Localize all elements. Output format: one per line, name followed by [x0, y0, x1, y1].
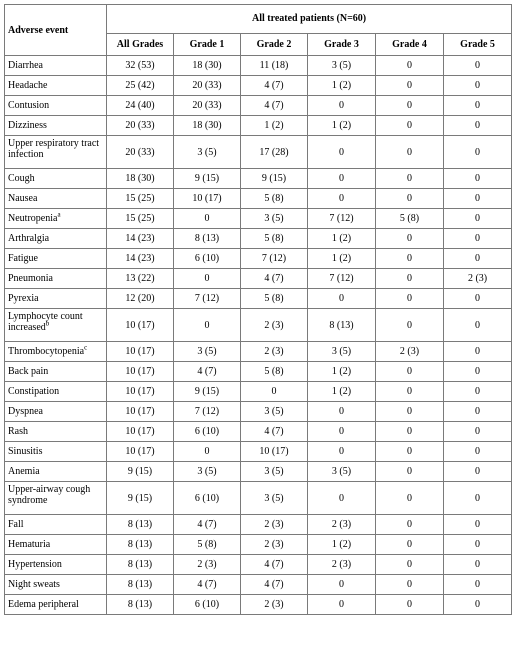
table-cell: 9 (15) [107, 482, 174, 515]
table-cell: 3 (5) [174, 342, 241, 362]
table-cell: 2 (3) [241, 535, 308, 555]
table-cell: 2 (3) [241, 515, 308, 535]
table-cell: 1 (2) [308, 362, 376, 382]
table-row [5, 189, 512, 209]
table-row [5, 342, 512, 362]
adverse-events-body [5, 56, 512, 615]
table-cell: 11 (18) [241, 56, 308, 76]
adverse-events-table [4, 4, 512, 615]
table-row [5, 96, 512, 116]
table-row [5, 595, 512, 615]
adverse-event-name [5, 402, 107, 422]
table-row [5, 362, 512, 382]
grade-header-5: Grade 5 [444, 33, 512, 55]
event-label: Edema peripheral [8, 599, 79, 610]
event-label: Back pain [8, 366, 49, 377]
table-cell: 0 [174, 269, 241, 289]
table-cell: 0 [376, 535, 444, 555]
table-cell: 10 (17) [107, 362, 174, 382]
table-cell: 3 (5) [308, 462, 376, 482]
table-row [5, 462, 512, 482]
table-cell: 0 [376, 442, 444, 462]
table-cell: 0 [308, 482, 376, 515]
table-cell: 0 [376, 136, 444, 169]
table-cell: 0 [444, 289, 512, 309]
adverse-event-name [5, 442, 107, 462]
table-cell: 0 [308, 136, 376, 169]
table-cell: 20 (33) [107, 136, 174, 169]
table-cell: 1 (2) [308, 116, 376, 136]
table-cell: 0 [444, 402, 512, 422]
adverse-event-name [5, 56, 107, 76]
table-cell: 0 [444, 575, 512, 595]
table-cell: 7 (12) [308, 209, 376, 229]
table-cell: 2 (3) [308, 515, 376, 535]
table-cell: 6 (10) [174, 595, 241, 615]
table-cell: 0 [376, 382, 444, 402]
adverse-event-name [5, 96, 107, 116]
table-cell: 32 (53) [107, 56, 174, 76]
table-cell: 10 (17) [107, 402, 174, 422]
table-row [5, 402, 512, 422]
table-cell: 10 (17) [174, 189, 241, 209]
adverse-event-name [5, 309, 107, 342]
event-label: Hematuria [8, 539, 51, 550]
table-cell: 0 [444, 555, 512, 575]
table-row [5, 169, 512, 189]
table-cell: 3 (5) [308, 342, 376, 362]
table-cell: 0 [444, 96, 512, 116]
event-label: Dyspnea [8, 406, 43, 417]
event-label: Contusion [8, 100, 50, 111]
event-label: Diarrhea [8, 60, 43, 71]
adverse-event-name [5, 555, 107, 575]
table-cell: 7 (12) [174, 402, 241, 422]
table-row [5, 535, 512, 555]
footnote-marker: a [57, 210, 61, 219]
table-cell: 8 (13) [107, 555, 174, 575]
adverse-event-name [5, 249, 107, 269]
grade-header-4: Grade 4 [376, 33, 444, 55]
grade-header-all: All Grades [107, 33, 174, 55]
event-label: Cough [8, 173, 35, 184]
adverse-event-column-header: Adverse event [5, 5, 107, 56]
table-cell: 14 (23) [107, 229, 174, 249]
table-row [5, 575, 512, 595]
table-cell: 5 (8) [241, 229, 308, 249]
table-cell: 1 (2) [308, 249, 376, 269]
adverse-event-name [5, 189, 107, 209]
table-cell: 0 [444, 382, 512, 402]
table-cell: 0 [444, 249, 512, 269]
event-label: Night sweats [8, 579, 60, 590]
table-cell: 0 [376, 269, 444, 289]
table-cell: 0 [241, 382, 308, 402]
table-cell: 0 [444, 342, 512, 362]
table-row [5, 442, 512, 462]
adverse-event-name [5, 595, 107, 615]
adverse-event-name [5, 575, 107, 595]
table-cell: 1 (2) [308, 382, 376, 402]
table-cell: 4 (7) [241, 555, 308, 575]
table-cell: 0 [376, 402, 444, 422]
table-cell: 0 [308, 442, 376, 462]
all-treated-patients-header: All treated patients (N=60) [107, 5, 512, 34]
event-label: Anemia [8, 466, 40, 477]
header-row-top [5, 5, 512, 34]
table-cell: 0 [174, 209, 241, 229]
table-cell: 4 (7) [241, 575, 308, 595]
table-cell: 0 [376, 555, 444, 575]
table-cell: 8 (13) [107, 535, 174, 555]
table-row [5, 382, 512, 402]
table-row [5, 289, 512, 309]
table-cell: 9 (15) [241, 169, 308, 189]
table-cell: 0 [376, 289, 444, 309]
table-cell: 9 (15) [107, 462, 174, 482]
table-cell: 0 [376, 422, 444, 442]
adverse-event-name [5, 269, 107, 289]
table-cell: 0 [376, 96, 444, 116]
table-cell: 0 [444, 422, 512, 442]
table-cell: 20 (33) [174, 76, 241, 96]
table-cell: 0 [376, 309, 444, 342]
table-cell: 0 [308, 169, 376, 189]
table-cell: 0 [444, 309, 512, 342]
table-cell: 10 (17) [107, 422, 174, 442]
adverse-event-name [5, 229, 107, 249]
table-row [5, 209, 512, 229]
event-label: Pneumonia [8, 273, 53, 284]
table-cell: 0 [376, 169, 444, 189]
table-cell: 13 (22) [107, 269, 174, 289]
table-cell: 14 (23) [107, 249, 174, 269]
adverse-event-name [5, 515, 107, 535]
table-cell: 0 [308, 575, 376, 595]
table-cell: 3 (5) [241, 402, 308, 422]
table-cell: 0 [308, 422, 376, 442]
table-cell: 10 (17) [107, 382, 174, 402]
table-cell: 4 (7) [241, 96, 308, 116]
event-label: Rash [8, 426, 28, 437]
table-cell: 18 (30) [174, 116, 241, 136]
table-cell: 0 [444, 229, 512, 249]
table-cell: 3 (5) [241, 462, 308, 482]
table-cell: 3 (5) [308, 56, 376, 76]
event-label: Pyrexia [8, 293, 39, 304]
table-cell: 7 (12) [174, 289, 241, 309]
table-cell: 0 [308, 96, 376, 116]
table-cell: 4 (7) [174, 515, 241, 535]
table-cell: 4 (7) [241, 76, 308, 96]
adverse-event-name [5, 169, 107, 189]
event-label: Upper respiratory tract infection [8, 138, 100, 160]
table-cell: 10 (17) [107, 309, 174, 342]
table-cell: 7 (12) [308, 269, 376, 289]
table-cell: 0 [376, 515, 444, 535]
event-label: Constipation [8, 386, 60, 397]
event-label: Upper-airway cough syndrome [8, 484, 91, 506]
table-row [5, 422, 512, 442]
adverse-event-name [5, 289, 107, 309]
table-cell: 2 (3) [241, 309, 308, 342]
table-cell: 0 [444, 136, 512, 169]
table-cell: 8 (13) [308, 309, 376, 342]
table-row [5, 269, 512, 289]
table-cell: 15 (25) [107, 209, 174, 229]
table-cell: 0 [308, 289, 376, 309]
table-cell: 7 (12) [241, 249, 308, 269]
table-cell: 9 (15) [174, 382, 241, 402]
event-label: Dizziness [8, 120, 47, 131]
table-row [5, 76, 512, 96]
adverse-event-name [5, 362, 107, 382]
adverse-event-name [5, 136, 107, 169]
table-cell: 0 [174, 442, 241, 462]
table-cell: 0 [444, 595, 512, 615]
table-cell: 5 (8) [174, 535, 241, 555]
table-cell: 3 (5) [241, 482, 308, 515]
table-cell: 1 (2) [308, 76, 376, 96]
table-row [5, 309, 512, 342]
table-row [5, 555, 512, 575]
table-cell: 0 [444, 169, 512, 189]
adverse-event-name [5, 342, 107, 362]
table-cell: 3 (5) [241, 209, 308, 229]
table-cell: 1 (2) [308, 535, 376, 555]
table-cell: 8 (13) [107, 575, 174, 595]
table-cell: 0 [444, 189, 512, 209]
table-cell: 5 (8) [241, 362, 308, 382]
event-label: Fall [8, 519, 24, 530]
table-cell: 12 (20) [107, 289, 174, 309]
table-cell: 24 (40) [107, 96, 174, 116]
table-cell: 1 (2) [308, 229, 376, 249]
table-cell: 3 (5) [174, 136, 241, 169]
table-row [5, 116, 512, 136]
table-cell: 20 (33) [174, 96, 241, 116]
table-cell: 0 [376, 116, 444, 136]
event-label: Nausea [8, 193, 38, 204]
table-cell: 0 [444, 442, 512, 462]
table-cell: 3 (5) [174, 462, 241, 482]
event-label: Headache [8, 80, 48, 91]
table-cell: 2 (3) [241, 342, 308, 362]
event-label: Thrombocytopenia [8, 346, 85, 357]
table-row [5, 249, 512, 269]
table-cell: 0 [444, 56, 512, 76]
table-cell: 9 (15) [174, 169, 241, 189]
event-label: Arthralgia [8, 233, 50, 244]
table-cell: 8 (13) [107, 595, 174, 615]
table-cell: 0 [376, 249, 444, 269]
table-cell: 10 (17) [107, 442, 174, 462]
grade-header-3: Grade 3 [308, 33, 376, 55]
event-label: Neutropenia [8, 213, 58, 224]
table-cell: 0 [444, 482, 512, 515]
adverse-event-name [5, 462, 107, 482]
table-cell: 6 (10) [174, 249, 241, 269]
table-cell: 17 (28) [241, 136, 308, 169]
table-row [5, 56, 512, 76]
table-cell: 10 (17) [107, 342, 174, 362]
table-cell: 4 (7) [241, 422, 308, 442]
footnote-marker: c [84, 343, 88, 352]
table-cell: 0 [444, 209, 512, 229]
table-cell: 0 [376, 575, 444, 595]
footnote-marker: b [45, 319, 50, 328]
table-cell: 4 (7) [174, 575, 241, 595]
table-cell: 0 [376, 595, 444, 615]
table-cell: 0 [444, 515, 512, 535]
adverse-event-name [5, 422, 107, 442]
table-row [5, 482, 512, 515]
table-cell: 8 (13) [107, 515, 174, 535]
table-cell: 2 (3) [444, 269, 512, 289]
table-cell: 2 (3) [376, 342, 444, 362]
adverse-event-name [5, 535, 107, 555]
table-cell: 4 (7) [174, 362, 241, 382]
table-cell: 2 (3) [241, 595, 308, 615]
table-row [5, 515, 512, 535]
table-cell: 5 (8) [241, 289, 308, 309]
table-cell: 4 (7) [241, 269, 308, 289]
table-cell: 2 (3) [308, 555, 376, 575]
event-label: Fatigue [8, 253, 38, 264]
table-cell: 0 [444, 462, 512, 482]
table-cell: 25 (42) [107, 76, 174, 96]
table-cell: 0 [376, 56, 444, 76]
table-cell: 0 [376, 76, 444, 96]
table-cell: 0 [444, 535, 512, 555]
table-cell: 0 [376, 189, 444, 209]
grade-header-2: Grade 2 [241, 33, 308, 55]
adverse-event-name [5, 116, 107, 136]
table-cell: 5 (8) [241, 189, 308, 209]
table-cell: 6 (10) [174, 422, 241, 442]
table-cell: 0 [308, 189, 376, 209]
grade-header-1: Grade 1 [174, 33, 241, 55]
table-row [5, 229, 512, 249]
event-label: Hypertension [8, 559, 62, 570]
table-cell: 0 [376, 462, 444, 482]
table-cell: 0 [376, 482, 444, 515]
table-cell: 2 (3) [174, 555, 241, 575]
table-cell: 0 [376, 229, 444, 249]
table-cell: 5 (8) [376, 209, 444, 229]
event-label: Lymphocyte count increased [8, 311, 83, 333]
table-cell: 18 (30) [107, 169, 174, 189]
table-cell: 0 [308, 595, 376, 615]
table-cell: 0 [444, 76, 512, 96]
table-cell: 0 [444, 116, 512, 136]
table-cell: 6 (10) [174, 482, 241, 515]
table-cell: 18 (30) [174, 56, 241, 76]
table-row [5, 136, 512, 169]
table-cell: 15 (25) [107, 189, 174, 209]
table-cell: 10 (17) [241, 442, 308, 462]
table-cell: 1 (2) [241, 116, 308, 136]
adverse-event-name [5, 482, 107, 515]
adverse-event-name [5, 209, 107, 229]
adverse-event-name [5, 382, 107, 402]
table-cell: 0 [444, 362, 512, 382]
adverse-event-name [5, 76, 107, 96]
table-cell: 8 (13) [174, 229, 241, 249]
event-label: Sinusitis [8, 446, 43, 457]
table-cell: 20 (33) [107, 116, 174, 136]
table-cell: 0 [174, 309, 241, 342]
table-cell: 0 [308, 402, 376, 422]
table-cell: 0 [376, 362, 444, 382]
